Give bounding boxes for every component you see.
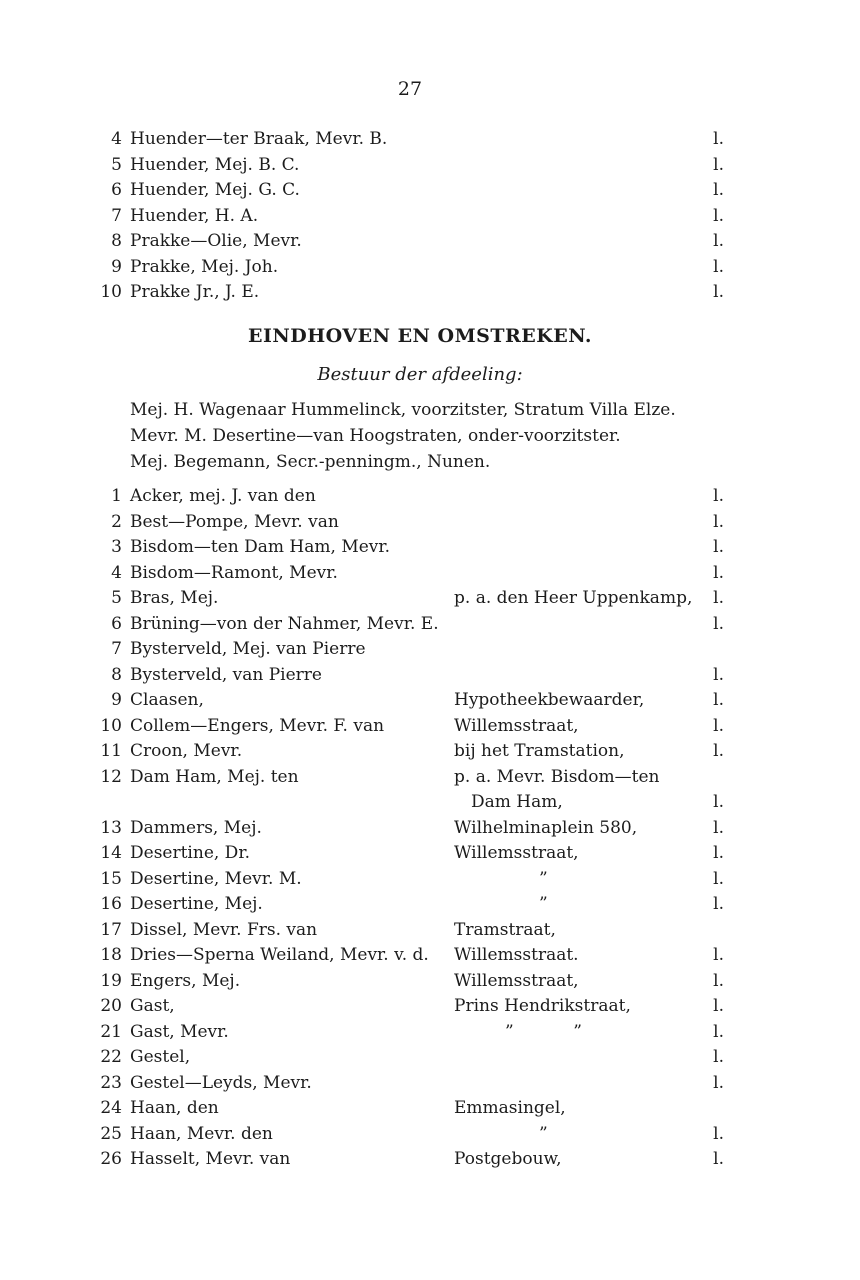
row-number: 13 bbox=[100, 817, 122, 838]
board-title: Bestuur der afdeeling: bbox=[317, 364, 523, 385]
row-number: 18 bbox=[100, 945, 122, 965]
entry-number: 4 bbox=[111, 129, 122, 149]
list-item bbox=[92, 178, 724, 204]
row-number: 11 bbox=[100, 741, 122, 761]
section-title: EINDHOVEN EN OMSTREKEN. bbox=[247, 325, 593, 347]
row-name: Desertine, Dr. bbox=[130, 843, 250, 863]
row-mark: l. bbox=[713, 1021, 724, 1042]
row-number: 25 bbox=[100, 1123, 122, 1144]
row-name: Gestel—Leyds, Mevr. bbox=[130, 1072, 312, 1093]
entry-mark: l. bbox=[713, 129, 724, 149]
row-mark: l. bbox=[713, 817, 724, 838]
table-row bbox=[92, 688, 724, 714]
row-mark: l. bbox=[713, 715, 724, 736]
row-number: 19 bbox=[100, 970, 122, 991]
row-name: Gestel, bbox=[130, 1047, 191, 1067]
row-mark: l. bbox=[713, 690, 724, 710]
table-row bbox=[92, 1071, 724, 1097]
list-item bbox=[92, 153, 724, 179]
row-number: 6 bbox=[111, 613, 122, 634]
row-mark: l. bbox=[713, 894, 724, 914]
row-number: 5 bbox=[111, 588, 122, 608]
entry-mark: l. bbox=[713, 205, 724, 226]
row-name: Gast, bbox=[130, 996, 175, 1016]
table-row bbox=[92, 841, 724, 867]
row-number: 12 bbox=[100, 766, 122, 787]
table-row bbox=[92, 612, 724, 638]
entry-number: 9 bbox=[111, 256, 122, 277]
entry-number: 8 bbox=[111, 231, 122, 251]
row-number: 2 bbox=[111, 511, 122, 532]
page-number: 27 bbox=[397, 78, 423, 100]
row-address: bij het Tramstation, bbox=[454, 741, 625, 761]
row-number: 24 bbox=[100, 1098, 122, 1118]
row-mark: l. bbox=[713, 1149, 724, 1169]
entry-number: 6 bbox=[111, 180, 122, 200]
row-address: Willemsstraat, bbox=[454, 970, 579, 991]
row-mark: l. bbox=[713, 613, 724, 634]
row-name: Brüning—von der Nahmer, Mevr. E. bbox=[130, 613, 439, 634]
table-row bbox=[92, 994, 724, 1020]
table-row bbox=[92, 637, 724, 663]
row-number: 8 bbox=[111, 664, 122, 685]
row-name: Desertine, Mej. bbox=[130, 894, 263, 914]
entry-name: Huender, Mej. G. C. bbox=[130, 180, 300, 200]
row-name: Dam Ham, Mej. ten bbox=[130, 766, 299, 787]
row-address: Willemsstraat, bbox=[454, 715, 579, 736]
row-name: Desertine, Mevr. M. bbox=[130, 868, 302, 889]
row-number: 16 bbox=[100, 894, 122, 914]
row-number: 1 bbox=[111, 486, 122, 506]
entry-mark: l. bbox=[713, 231, 724, 251]
entry-name: Prakke—Olie, Mevr. bbox=[130, 231, 302, 251]
row-number: 22 bbox=[100, 1047, 122, 1067]
entry-name: Huender, Mej. B. C. bbox=[130, 154, 300, 175]
row-address: ” bbox=[454, 894, 548, 914]
row-number: 17 bbox=[100, 919, 122, 940]
row-name: Bisdom—ten Dam Ham, Mevr. bbox=[130, 537, 391, 557]
row-address: Dam Ham, bbox=[454, 792, 563, 812]
row-name: Collem—Engers, Mevr. F. van bbox=[130, 715, 385, 736]
table-row bbox=[92, 510, 724, 536]
row-mark: l. bbox=[713, 1047, 724, 1067]
entry-mark: l. bbox=[713, 180, 724, 200]
table-row bbox=[92, 739, 724, 765]
row-address: Prins Hendrikstraat, bbox=[454, 996, 631, 1016]
table-row bbox=[92, 867, 724, 893]
table-row bbox=[92, 918, 724, 944]
row-mark: l. bbox=[713, 664, 724, 685]
table-row bbox=[92, 943, 724, 969]
row-address: p. a. Mevr. Bisdom—ten bbox=[454, 766, 660, 787]
entry-name: Huender—ter Braak, Mevr. B. bbox=[130, 129, 388, 149]
row-number: 21 bbox=[100, 1021, 122, 1042]
table-row bbox=[92, 663, 724, 689]
row-mark: l. bbox=[713, 741, 724, 761]
board-members bbox=[130, 397, 676, 475]
row-address: ” bbox=[454, 868, 548, 889]
row-address: Postgebouw, bbox=[454, 1149, 562, 1169]
table-row bbox=[92, 1122, 724, 1148]
row-mark: l. bbox=[713, 486, 724, 506]
row-name: Bras, Mej. bbox=[130, 588, 219, 608]
row-address: p. a. den Heer Uppenkamp, bbox=[454, 588, 693, 608]
row-address: Willemsstraat. bbox=[454, 945, 579, 965]
row-number: 15 bbox=[100, 868, 122, 889]
row-name: Engers, Mej. bbox=[130, 970, 241, 991]
row-name: Bysterveld, van Pierre bbox=[130, 664, 322, 685]
row-mark: l. bbox=[713, 537, 724, 557]
entry-number: 7 bbox=[111, 205, 122, 226]
row-number: 7 bbox=[111, 639, 122, 659]
row-name: Dissel, Mevr. Frs. van bbox=[130, 919, 318, 940]
row-mark: l. bbox=[713, 868, 724, 889]
row-number: 20 bbox=[100, 996, 122, 1016]
row-name: Dammers, Mej. bbox=[130, 817, 262, 838]
entry-name: Huender, H. A. bbox=[130, 205, 259, 226]
board-line: Mej. H. Wagenaar Hummelinck, voorzitster, Stratum Villa Elze. bbox=[130, 400, 676, 420]
entry-name: Prakke, Mej. Joh. bbox=[130, 256, 279, 277]
table-row bbox=[92, 1096, 724, 1122]
entry-number: 10 bbox=[100, 282, 122, 302]
entry-mark: l. bbox=[713, 256, 724, 277]
row-mark: l. bbox=[713, 792, 724, 812]
table-row bbox=[92, 1020, 724, 1046]
table-row bbox=[92, 535, 724, 561]
row-number: 14 bbox=[100, 843, 122, 863]
entry-number: 5 bbox=[111, 154, 122, 175]
row-mark: l. bbox=[713, 511, 724, 532]
row-name: Dries—Sperna Weiland, Mevr. v. d. bbox=[130, 945, 429, 965]
row-mark: l. bbox=[713, 562, 724, 583]
row-name: Haan, Mevr. den bbox=[130, 1123, 273, 1144]
table-row bbox=[92, 969, 724, 995]
list-item bbox=[92, 280, 724, 306]
row-name: Bisdom—Ramont, Mevr. bbox=[130, 562, 338, 583]
row-name: Acker, mej. J. van den bbox=[130, 486, 316, 506]
row-mark: l. bbox=[713, 843, 724, 863]
list-item bbox=[92, 229, 724, 255]
member-list bbox=[92, 484, 724, 1173]
row-name: Croon, Mevr. bbox=[130, 741, 243, 761]
board-line: Mevr. M. Desertine—van Hoogstraten, onder-voorzitster. bbox=[130, 426, 621, 446]
row-mark: l. bbox=[713, 588, 724, 608]
row-mark: l. bbox=[713, 1123, 724, 1144]
row-address: ” bbox=[454, 1123, 548, 1144]
row-address: Hypotheekbewaarder, bbox=[454, 690, 645, 710]
row-number: 23 bbox=[100, 1072, 122, 1093]
entry-mark: l. bbox=[713, 154, 724, 175]
row-mark: l. bbox=[713, 1072, 724, 1093]
row-mark: l. bbox=[713, 996, 724, 1016]
row-name: Gast, Mevr. bbox=[130, 1021, 229, 1042]
row-number: 9 bbox=[111, 690, 122, 710]
row-number: 26 bbox=[100, 1149, 122, 1169]
row-name: Bysterveld, Mej. van Pierre bbox=[130, 639, 366, 659]
row-address: Wilhelminaplein 580, bbox=[454, 817, 638, 838]
table-row bbox=[92, 1045, 724, 1071]
row-mark: l. bbox=[713, 970, 724, 991]
row-name: Best—Pompe, Mevr. van bbox=[130, 511, 339, 532]
table-row bbox=[92, 816, 724, 842]
table-row bbox=[92, 765, 724, 791]
row-number: 10 bbox=[100, 715, 122, 736]
table-row bbox=[92, 484, 724, 510]
table-row bbox=[92, 561, 724, 587]
list-item bbox=[92, 255, 724, 281]
row-address: Emmasingel, bbox=[454, 1098, 566, 1118]
list-item bbox=[92, 204, 724, 230]
entry-mark: l. bbox=[713, 282, 724, 302]
row-name: Hasselt, Mevr. van bbox=[130, 1149, 291, 1169]
row-name: Haan, den bbox=[130, 1098, 219, 1118]
entry-name: Prakke Jr., J. E. bbox=[130, 282, 260, 302]
row-mark: l. bbox=[713, 945, 724, 965]
table-row bbox=[92, 1147, 724, 1173]
row-name: Claasen, bbox=[130, 690, 204, 710]
continued-member-list bbox=[92, 127, 724, 306]
row-address: Willemsstraat, bbox=[454, 843, 579, 863]
row-number: 4 bbox=[111, 562, 122, 583]
row-number: 3 bbox=[111, 537, 122, 557]
table-row bbox=[92, 586, 724, 612]
row-address: ” ” bbox=[454, 1021, 582, 1042]
list-item bbox=[92, 127, 724, 153]
table-row bbox=[92, 714, 724, 740]
board-line: Mej. Begemann, Secr.-penningm., Nunen. bbox=[130, 452, 491, 472]
table-row bbox=[92, 790, 724, 816]
row-address: Tramstraat, bbox=[454, 919, 556, 940]
table-row bbox=[92, 892, 724, 918]
